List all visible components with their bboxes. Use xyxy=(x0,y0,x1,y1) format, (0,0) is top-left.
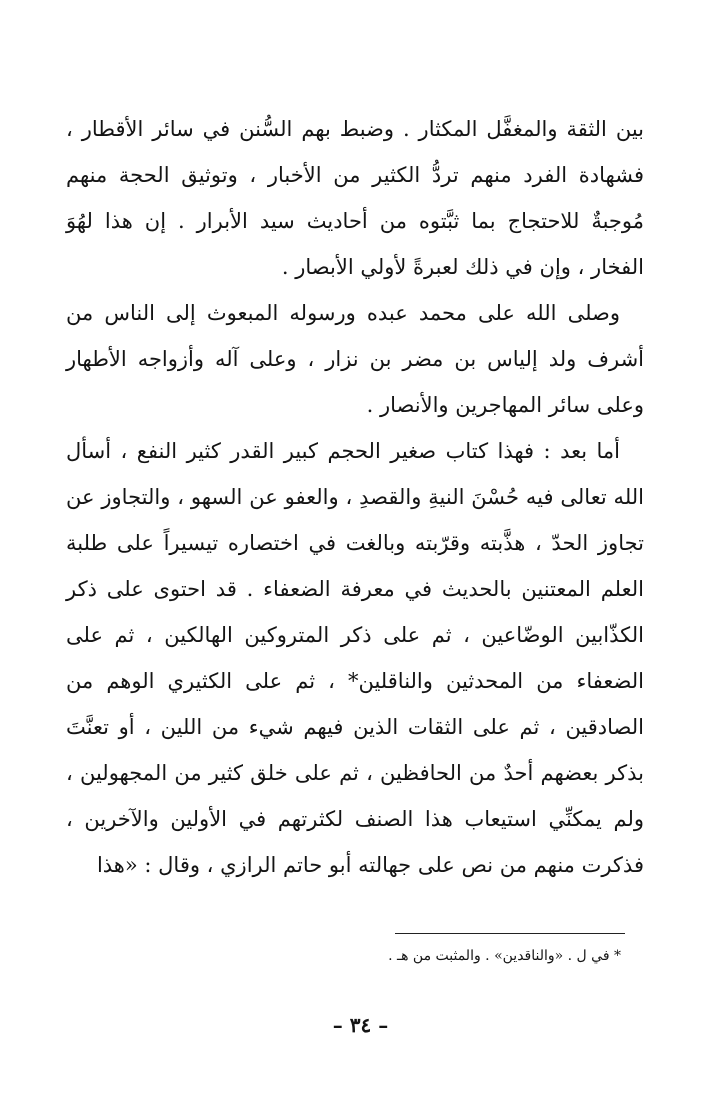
footnote: * في ل . «والناقدين» . والمثبت من هـ . xyxy=(388,948,621,964)
main-text xyxy=(66,106,644,888)
paragraph-1: بين الثقة والمغفَّل المكثار . وضبط بهم السُّنن في سائر الأقطار ، فشهادة الفرد منهم تردُّ الكثير من الأخبار ، وتوثيق الحجة منهم مُوجبةٌ للاحتجاج بما ثبَّتوه من أحاديث سيد الأبرار . إن هذا لهُوَ الفخار ، وإن في ذلك لعبرةً لأولي الأبصار . xyxy=(66,117,644,279)
footnote-divider xyxy=(395,933,625,934)
page-number: – ٣٤ – xyxy=(332,1013,389,1037)
paragraph-2: وصلى الله على محمد عبده ورسوله المبعوث إلى الناس من أشرف ولد إلياس بن مضر بن نزار ، وعلى آله وأزواجه الأطهار وعلى سائر المهاجرين والأنصار . xyxy=(66,301,644,417)
paragraph-3: أما بعد : فهذا كتاب صغير الحجم كبير القدر كثير النفع ، أسأل الله تعالى فيه حُسْنَ النيةِ والقصدِ ، والعفو عن السهو ، والتجاوز عن تجاوز الحدّ ، هذَّبته وقرّبته وبالغت في اختصاره تيسيراً على طلبة العلم المعتنين بالحديث في معرفة الضعفاء . قد احتوى على ذكر الكذّابين الوضّاعين ، ثم على ذكر المتروكين الهالكين ، ثم على الضعفاء من المحدثين والناقلين* ، ثم على الكثيري الوهم من الصادقين ، ثم على الثقات الذين فيهم شيء من اللين ، أو تعنَّتَ بذكر بعضهم أحدٌ من الحافظين ، ثم على خلق كثير من المجهولين ، ولم يمكنِّي استيعاب هذا الصنف لكثرتهم في الأولين والآخرين ، فذكرت منهم من نص على جهالته أبو حاتم الرازي ، وقال : «هذا xyxy=(66,439,644,877)
